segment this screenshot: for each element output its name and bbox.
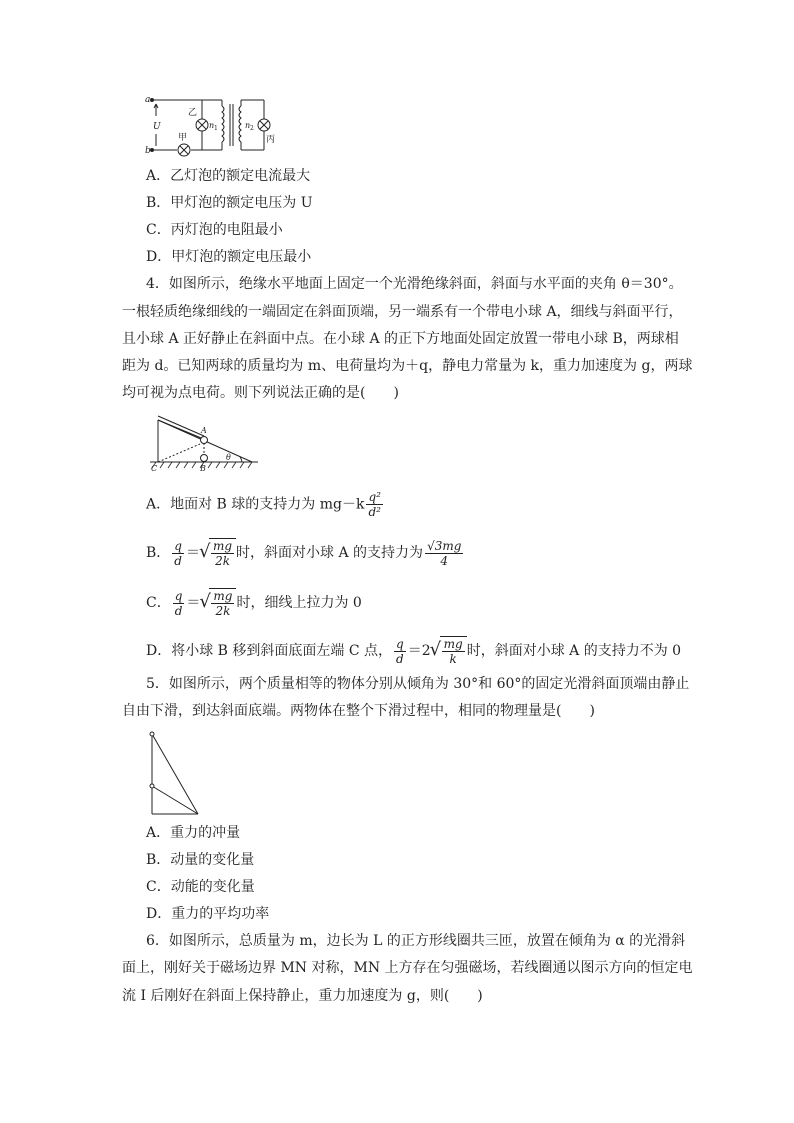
q4-option-c-text: 时，细线上拉力为 0: [236, 595, 362, 611]
q5-stem-line-2: 自由下滑，到达斜面底端。两物体在整个下滑过程中，相同的物理量是( ): [122, 703, 595, 719]
q4-option-a-fraction: [366, 490, 383, 519]
point-c-label: C: [151, 464, 158, 472]
q4-option-c-denominator: d: [174, 603, 183, 618]
q5-option-b: B．动量的变化量: [146, 852, 255, 868]
q4-option-b-radical: [200, 538, 236, 568]
voltage-u-label: U: [153, 122, 161, 132]
q6-stem-line-1: 6．如图所示，总质量为 m，边长为 L 的正方形线圈共三匝，放置在倾角为 α 的光滑斜: [146, 933, 686, 949]
lamp-jia-label: 甲: [178, 133, 188, 143]
q4-option-b-numerator: q: [174, 538, 182, 553]
q3-option-a: A．乙灯泡的额定电流最大: [146, 168, 311, 184]
q5-option-a: A．重力的冲量: [146, 825, 241, 841]
q4-option-b-result-denominator: 4: [440, 553, 449, 568]
q4-option-c: [146, 588, 362, 618]
q4-option-d-numerator: q: [396, 636, 404, 651]
q4-option-b-radical-numerator: √ mg: [212, 539, 233, 553]
q4-option-c-radical: [200, 588, 236, 618]
coil-n2-subscript: 2: [250, 125, 254, 132]
q4-option-c-radical-numerator: √ mg: [213, 589, 233, 603]
q4-option-b-label: B．: [146, 545, 171, 561]
q4-option-d-denominator: d: [396, 651, 404, 666]
q4-option-d-radical-numerator: √ mg: [443, 637, 463, 651]
q4-option-d-radical: [431, 636, 467, 666]
q5-stem-line-1: 5．如图所示，两个质量相等的物体分别从倾角为 30°和 60°的固定光滑斜面顶端由静止: [146, 676, 690, 692]
q4-option-c-label: C．: [146, 595, 171, 611]
q4-option-d-text: D．将小球 B 移到斜面底面左端 C 点，: [146, 643, 393, 659]
q4-option-b-equals: ＝: [185, 545, 200, 561]
q4-option-b-radical-denominator: 2k: [215, 554, 230, 568]
q4-option-d-tail: 时，斜面对小球 A 的支持力不为 0: [466, 643, 682, 659]
coil-n2-label: n: [245, 121, 251, 130]
two-inclines-figure: [146, 728, 206, 818]
q3-option-c: C．丙灯泡的电阻最小: [146, 222, 283, 238]
coil-n1-label: n: [209, 121, 215, 130]
q4-option-d-equals: ＝2: [407, 643, 431, 659]
ball-a-label: A: [201, 426, 207, 435]
q6-stem-line-3: 流 I 后刚好在斜面上保持静止，重力加速度为 g，则( ): [122, 988, 483, 1004]
q5-option-d: D．重力的平均功率: [146, 906, 270, 922]
q4-option-c-numerator: q: [174, 588, 183, 603]
q4-stem-line-5: 均可视为点电荷。则下列说法正确的是( ): [122, 385, 399, 401]
q4-stem-line-3: 且小球 A 正好静止在斜面中点。在小球 A 的正下方地面处固定放置一带电小球 B，两球相: [122, 331, 679, 347]
q4-option-b-fraction: [172, 539, 184, 568]
coil-n1-subscript: 1: [214, 125, 218, 132]
transformer-circuit-figure: [142, 92, 282, 158]
ball-b-label: B: [200, 464, 206, 472]
q4-option-b-text: 时，斜面对小球 A 的支持力为: [236, 545, 424, 561]
q4-stem-line-1: 4．如图所示，绝缘水平地面上固定一个光滑绝缘斜面，斜面与水平面的夹角 θ＝30°。: [146, 276, 683, 292]
q6-stem-line-2: 面上，刚好关于磁场边界 MN 对称，MN 上方存在匀强磁场，若线圈通以图示方向的恒定电: [122, 960, 693, 976]
q4-option-d-fraction: [394, 637, 406, 666]
q4-option-c-fraction: [173, 589, 185, 618]
q4-option-b-result-numerator: √3mg: [427, 538, 462, 553]
lamp-bing-label: 丙: [266, 135, 276, 145]
q3-option-d: D．甲灯泡的额定电压最小: [146, 249, 312, 265]
q3-option-b: B．甲灯泡的额定电压为 U: [146, 195, 313, 211]
incline-charges-figure: [146, 412, 262, 472]
q4-option-a-denominator: d²: [368, 505, 381, 519]
terminal-b-label: b: [145, 146, 151, 156]
angle-theta-label: θ: [226, 453, 231, 462]
q4-option-d: [146, 636, 681, 666]
q4-stem-line-2: 一根轻质绝缘细线的一端固定在斜面顶端，另一端系有一个带电小球 A，细线与斜面平行，: [122, 304, 683, 320]
q4-option-c-equals: ＝: [186, 595, 201, 611]
q4-option-d-radical-denominator: k: [449, 652, 457, 666]
q4-option-b-result: [425, 539, 463, 568]
q4-option-b: [146, 538, 465, 568]
q4-option-a-text: A．地面对 B 球的支持力为 mg－k: [146, 496, 365, 513]
q4-option-a: [146, 490, 385, 519]
terminal-a-label: a: [145, 95, 151, 105]
lamp-yi-label: 乙: [188, 108, 198, 118]
q5-option-c: C．动能的变化量: [146, 879, 255, 895]
q4-option-b-denominator: d: [174, 553, 182, 568]
q4-option-c-radical-denominator: 2k: [215, 604, 231, 618]
q4-stem-line-4: 距为 d。已知两球的质量均为 m、电荷量均为＋q，静电力常量为 k，重力加速度为 g，两球: [122, 358, 693, 374]
q4-option-a-numerator: q²: [368, 490, 381, 504]
